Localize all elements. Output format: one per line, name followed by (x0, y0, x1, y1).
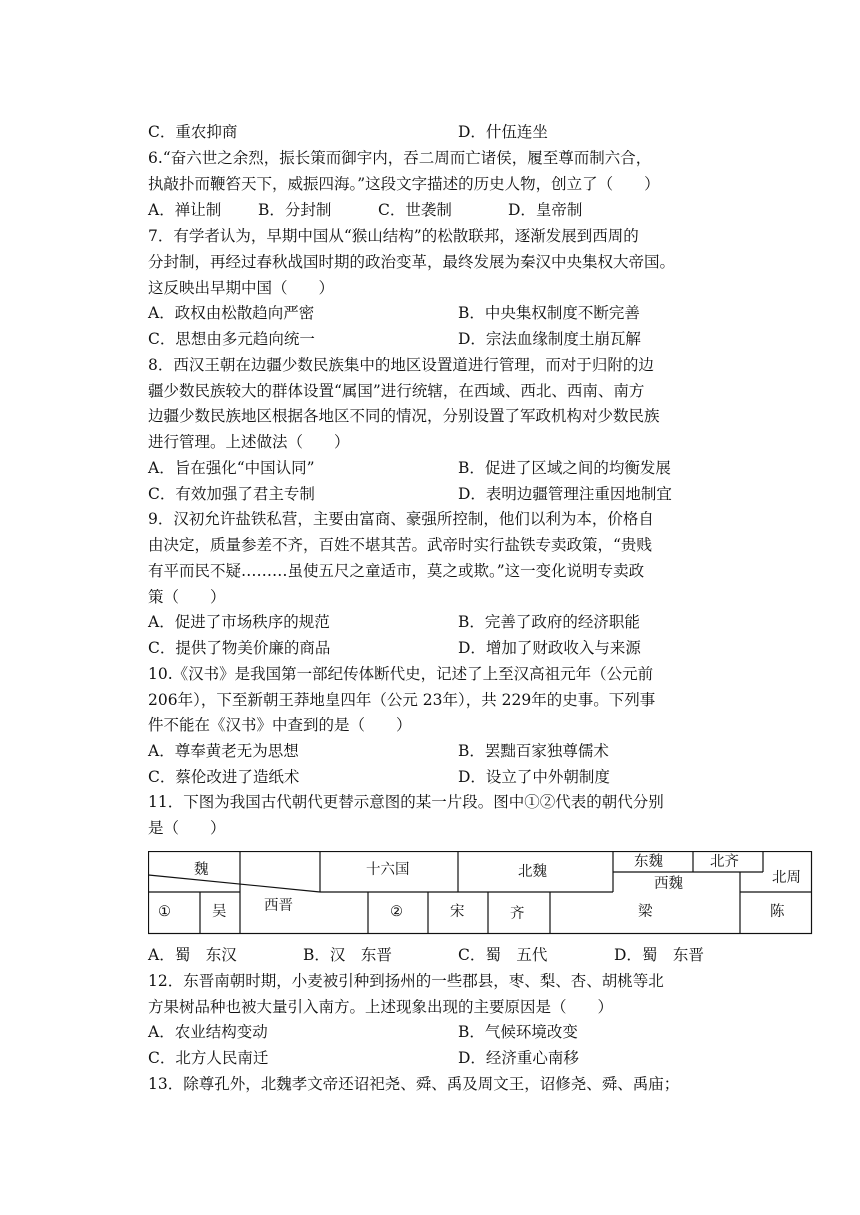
q11-option-c: C．蜀 五代 (458, 946, 548, 964)
cell-dongwei: 东魏 (634, 854, 663, 870)
q13-stem-line1: 13．除尊孔外，北魏孝文帝还诏祀尧、舜、禹及周文王，诏修尧、舜、禹庙； (148, 1075, 680, 1093)
q9-stem-line2: 由决定，质量参差不齐，百姓不堪其苦。武帝时实行盐铁专卖政策，“贵贱 (148, 536, 652, 554)
q12-option-d: D．经济重心南移 (458, 1049, 579, 1067)
q11-stem-line1: 11．下图为我国古代朝代更替示意图的某一片段。图中①②代表的朝代分别 (148, 793, 664, 811)
q6-option-b: B．分封制 (258, 201, 332, 219)
q10-option-b: B．罢黜百家独尊儒术 (458, 742, 609, 760)
cell-marker-1: ① (158, 904, 171, 920)
cell-liang: 梁 (638, 904, 653, 920)
q6-option-c: C．世袭制 (378, 201, 452, 219)
q12-stem-line2: 方果树品种也被大量引入南方。上述现象出现的主要原因是（ ） (148, 998, 614, 1016)
q10-stem-line1: 10.《汉书》是我国第一部纪传体断代史，记述了上至汉高祖元年（公元前 (148, 665, 654, 683)
q5-option-d: D．什伍连坐 (458, 123, 548, 141)
cell-xiwei: 西魏 (654, 876, 683, 892)
q8-option-b: B．促进了区域之间的均衡发展 (458, 459, 671, 477)
q7-option-d: D．宗法血缘制度土崩瓦解 (458, 330, 641, 348)
q9-option-b: B．完善了政府的经济职能 (458, 613, 640, 631)
q9-option-a: A．促进了市场秩序的规范 (148, 613, 330, 631)
q10-option-c: C．蔡伦改进了造纸术 (148, 768, 300, 786)
q6-option-a: A．禅让制 (148, 201, 222, 219)
q8-stem-line4: 进行管理。上述做法（ ） (148, 433, 350, 451)
q12-option-c: C．北方人民南迁 (148, 1049, 269, 1067)
cell-chen: 陈 (770, 904, 785, 920)
q9-stem-line1: 9．汉初允许盐铁私营，主要由富商、豪强所控制，他们以利为本，价格自 (148, 510, 654, 528)
q7-stem-line1: 7．有学者认为，早期中国从“猴山结构”的松散联邦，逐渐发展到西周的 (148, 227, 639, 245)
cell-beiqi: 北齐 (710, 854, 739, 870)
q10-stem-line2: 206年），下至新朝王莽地皇四年（公元 23年），共 229年的史事。下列事 (148, 691, 656, 709)
q8-option-a: A．旨在强化“中国认同” (148, 459, 315, 477)
q10-stem-line3: 件不能在《汉书》中查到的是（ ） (148, 716, 412, 734)
q8-option-d: D．表明边疆管理注重因地制宜 (458, 485, 672, 503)
q6-option-d: D．皇帝制 (508, 201, 583, 219)
cell-marker-2: ② (390, 904, 403, 920)
q8-stem-line2: 疆少数民族较大的群体设置“属国”进行统辖，在西域、西北、西南、南方 (148, 382, 645, 400)
q7-option-a: A．政权由松散趋向严密 (148, 304, 315, 322)
q10-option-d: D．设立了中外朝制度 (458, 768, 610, 786)
q9-stem-line4: 策（ ） (148, 588, 226, 606)
cell-beizhou: 北周 (772, 870, 801, 886)
q7-stem-line3: 这反映出早期中国（ ） (148, 279, 335, 297)
cell-wu: 吴 (212, 904, 227, 920)
q12-option-a: A．农业结构变动 (148, 1023, 268, 1041)
q7-stem-line2: 分封制，再经过春秋战国时期的政治变革，最终发展为秦汉中央集权大帝国。 (148, 253, 676, 271)
cell-wei: 魏 (194, 862, 209, 878)
q8-stem-line3: 边疆少数民族地区根据各地区不同的情况，分别设置了军政机构对少数民族 (148, 407, 660, 425)
q7-option-b: B．中央集权制度不断完善 (458, 304, 640, 322)
q11-option-a: A．蜀 东汉 (148, 946, 237, 964)
cell-shiliuguo: 十六国 (366, 862, 410, 878)
cell-song: 宋 (450, 904, 465, 920)
q8-stem-line1: 8．西汉王朝在边疆少数民族集中的地区设置道进行管理，而对于归附的边 (148, 356, 654, 374)
q9-stem-line3: 有平而民不疑………虽使五尺之童适市，莫之或欺。”这一变化说明专卖政 (148, 562, 645, 580)
q6-stem-line2: 执敲扑而鞭笞天下，威振四海。”这段文字描述的历史人物，创立了（ ） (148, 175, 660, 193)
q12-stem-line1: 12．东晋南朝时期，小麦被引种到扬州的一些郡县，枣、梨、杏、胡桃等北 (148, 972, 664, 990)
q8-option-c: C．有效加强了君主专制 (148, 485, 315, 503)
q7-option-c: C．思想由多元趋向统一 (148, 330, 315, 348)
q9-option-d: D．增加了财政收入与来源 (458, 639, 641, 657)
q6-stem-line1: 6.“奋六世之余烈，振长策而御宇内，吞二周而亡诸侯，履至尊而制六合， (148, 149, 652, 167)
q11-stem-line2: 是（ ） (148, 819, 226, 837)
q12-option-b: B．气候环境改变 (458, 1023, 578, 1041)
cell-qi: 齐 (510, 906, 525, 922)
cell-beiwei: 北魏 (518, 864, 547, 880)
dynasty-succession-table (148, 851, 813, 935)
q11-option-d: D．蜀 东晋 (614, 946, 704, 964)
q9-option-c: C．提供了物美价廉的商品 (148, 639, 331, 657)
q5-option-c: C．重农抑商 (148, 123, 238, 141)
q11-option-b: B．汉 东晋 (303, 946, 392, 964)
cell-xijin: 西晋 (264, 898, 293, 914)
q10-option-a: A．尊奉黄老无为思想 (148, 742, 299, 760)
